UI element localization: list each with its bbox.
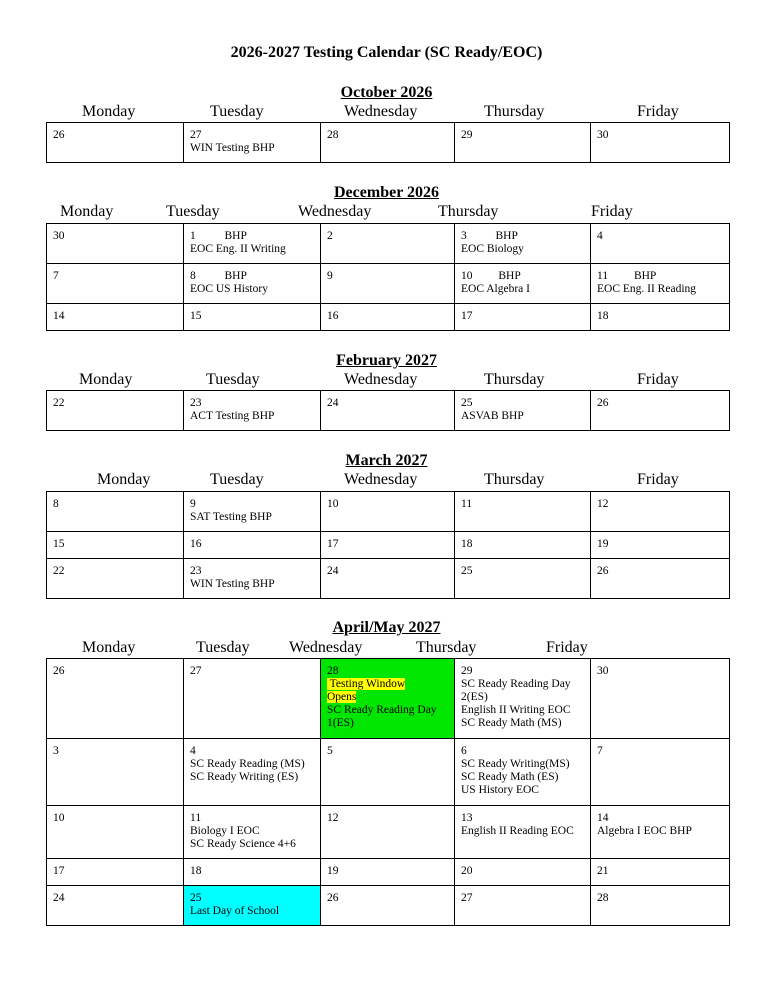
day-number: 16 — [190, 538, 202, 550]
day-number: 28 — [327, 665, 339, 677]
day-header: Thursday — [438, 203, 499, 220]
day-cell — [321, 559, 455, 599]
event-text: US History EOC — [461, 784, 539, 796]
day-number: 26 — [53, 665, 65, 677]
day-cell — [321, 304, 455, 331]
day-number: 20 — [461, 865, 473, 877]
day-number: 4 — [597, 230, 603, 242]
day-cell — [47, 123, 184, 163]
day-number: 3 BHP — [461, 230, 518, 242]
month-title: October 2026 — [340, 84, 433, 101]
day-number: 17 — [461, 310, 473, 322]
day-header: Friday — [591, 203, 633, 220]
day-number: 27 — [461, 892, 473, 904]
event-text: EOC Biology — [461, 243, 524, 255]
week-row — [47, 532, 730, 559]
week-row — [47, 859, 730, 886]
day-number: 29 — [461, 665, 473, 677]
day-header: Monday — [97, 471, 151, 488]
day-number: 30 — [53, 230, 65, 242]
event-text: EOC US History — [190, 283, 268, 295]
event-text: SC Ready Reading (MS) — [190, 758, 305, 770]
day-cell — [591, 806, 730, 859]
day-number: 27 — [190, 665, 202, 677]
month-title: March 2027 — [345, 452, 428, 469]
event-text: SC Ready Reading Day 1(ES) — [327, 704, 437, 729]
day-number: 24 — [53, 892, 65, 904]
day-cell — [184, 659, 321, 739]
day-cell — [184, 859, 321, 886]
day-cell — [321, 739, 455, 806]
day-number: 22 — [53, 397, 65, 409]
event-text: SC Ready Writing(MS) — [461, 758, 570, 770]
month-grid — [46, 491, 730, 599]
day-cell — [591, 224, 730, 264]
day-cell — [591, 739, 730, 806]
event-text: WIN Testing BHP — [190, 142, 275, 154]
event-text: EOC Algebra I — [461, 283, 530, 295]
day-header: Thursday — [484, 371, 545, 388]
day-cell — [47, 492, 184, 532]
day-cell — [455, 224, 591, 264]
day-number: 19 — [327, 865, 339, 877]
day-cell — [455, 859, 591, 886]
day-cell — [591, 391, 730, 431]
day-cell — [321, 806, 455, 859]
day-header: Thursday — [484, 471, 545, 488]
day-number: 15 — [190, 310, 202, 322]
day-number: 2 — [327, 230, 333, 242]
day-number: 26 — [597, 397, 609, 409]
day-cell — [184, 123, 321, 163]
day-cell — [455, 532, 591, 559]
week-row — [47, 559, 730, 599]
day-cell — [184, 224, 321, 264]
week-row — [47, 806, 730, 859]
day-cell — [455, 264, 591, 304]
day-header: Monday — [82, 103, 136, 120]
week-row — [47, 886, 730, 926]
day-cell — [591, 859, 730, 886]
day-number: 11 BHP — [597, 270, 657, 282]
day-number: 14 — [597, 812, 609, 824]
day-number: 14 — [53, 310, 65, 322]
event-text: SC Ready Reading Day 2(ES) — [461, 678, 571, 703]
week-row — [47, 224, 730, 264]
day-header: Friday — [546, 639, 588, 656]
day-number: 24 — [327, 565, 339, 577]
week-row — [47, 659, 730, 739]
day-number: 9 — [190, 498, 196, 510]
day-number: 18 — [190, 865, 202, 877]
day-number: 13 — [461, 812, 473, 824]
day-cell — [184, 739, 321, 806]
day-cell — [47, 739, 184, 806]
day-cell — [455, 391, 591, 431]
day-number: 7 — [53, 270, 59, 282]
day-cell — [184, 264, 321, 304]
month-grid — [46, 223, 730, 331]
day-header: Thursday — [416, 639, 477, 656]
week-row — [47, 391, 730, 431]
week-row — [47, 492, 730, 532]
day-cell — [321, 659, 455, 739]
day-cell — [321, 492, 455, 532]
event-text: Algebra I EOC BHP — [597, 825, 692, 837]
day-cell — [321, 264, 455, 304]
day-cell — [455, 123, 591, 163]
day-header: Wednesday — [344, 371, 418, 388]
day-cell — [47, 304, 184, 331]
day-cell — [184, 391, 321, 431]
day-cell — [47, 559, 184, 599]
day-number: 9 — [327, 270, 333, 282]
day-header: Wednesday — [289, 639, 363, 656]
month-grid — [46, 122, 730, 163]
day-number: 12 — [327, 812, 339, 824]
day-cell — [591, 492, 730, 532]
day-cell — [591, 532, 730, 559]
event-text: English II Reading EOC — [461, 825, 574, 837]
event-text: SC Ready Science 4+6 — [190, 838, 296, 850]
event-text: EOC Eng. II Writing — [190, 243, 286, 255]
day-number: 23 — [190, 397, 202, 409]
day-number: 8 BHP — [190, 270, 247, 282]
month-title: December 2026 — [334, 184, 439, 201]
day-number: 3 — [53, 745, 59, 757]
event-text: ASVAB BHP — [461, 410, 524, 422]
day-number: 27 — [190, 129, 202, 141]
month-grid — [46, 390, 730, 431]
day-cell — [184, 492, 321, 532]
day-cell — [591, 559, 730, 599]
day-header: Monday — [60, 203, 114, 220]
day-number: 5 — [327, 745, 333, 757]
event-text: Biology I EOC — [190, 825, 260, 837]
day-number: 21 — [597, 865, 609, 877]
day-header: Monday — [79, 371, 133, 388]
day-cell — [321, 123, 455, 163]
day-header: Friday — [637, 471, 679, 488]
day-cell — [455, 559, 591, 599]
day-number: 18 — [461, 538, 473, 550]
day-cell — [47, 224, 184, 264]
day-cell — [455, 492, 591, 532]
day-cell — [321, 886, 455, 926]
day-number: 17 — [327, 538, 339, 550]
day-cell — [47, 659, 184, 739]
day-cell — [321, 859, 455, 886]
day-cell — [184, 806, 321, 859]
day-number: 26 — [53, 129, 65, 141]
week-row — [47, 264, 730, 304]
day-cell — [591, 304, 730, 331]
day-cell — [47, 859, 184, 886]
day-number: 8 — [53, 498, 59, 510]
highlighted-event-text: Opens — [327, 691, 357, 703]
event-text: Last Day of School — [190, 905, 280, 917]
event-text: SC Ready Math (MS) — [461, 717, 562, 729]
day-number: 23 — [190, 565, 202, 577]
day-header: Monday — [82, 639, 136, 656]
day-number: 17 — [53, 865, 65, 877]
day-number: 15 — [53, 538, 65, 550]
day-header: Tuesday — [210, 103, 264, 120]
day-number: 12 — [597, 498, 609, 510]
month-grid — [46, 658, 730, 926]
day-cell — [47, 391, 184, 431]
day-number: 25 — [461, 565, 473, 577]
day-number: 18 — [597, 310, 609, 322]
day-cell — [591, 886, 730, 926]
day-number: 4 — [190, 745, 196, 757]
event-text: English II Writing EOC — [461, 704, 571, 716]
day-header: Wednesday — [344, 471, 418, 488]
day-cell — [47, 264, 184, 304]
day-number: 28 — [327, 129, 339, 141]
day-cell — [184, 532, 321, 559]
day-number: 11 — [461, 498, 473, 510]
month-title: April/May 2027 — [332, 619, 441, 636]
day-header: Tuesday — [196, 639, 250, 656]
day-number: 11 — [190, 812, 202, 824]
day-number: 1 BHP — [190, 230, 247, 242]
day-number: 25 — [190, 892, 202, 904]
day-number: 10 — [327, 498, 339, 510]
event-text: ACT Testing BHP — [190, 410, 275, 422]
day-cell — [184, 886, 321, 926]
day-cell — [591, 264, 730, 304]
day-cell — [47, 806, 184, 859]
day-cell — [455, 304, 591, 331]
day-header: Friday — [637, 371, 679, 388]
day-number: 30 — [597, 665, 609, 677]
day-number: 16 — [327, 310, 339, 322]
week-row — [47, 304, 730, 331]
day-header: Wednesday — [344, 103, 418, 120]
event-text: WIN Testing BHP — [190, 578, 275, 590]
event-text: EOC Eng. II Reading — [597, 283, 697, 295]
day-number: 7 — [597, 745, 603, 757]
day-number: 22 — [53, 565, 65, 577]
day-cell — [184, 559, 321, 599]
day-number: 26 — [597, 565, 609, 577]
day-cell — [455, 806, 591, 859]
day-header: Thursday — [484, 103, 545, 120]
day-header: Tuesday — [210, 471, 264, 488]
day-cell — [47, 886, 184, 926]
day-number: 28 — [597, 892, 609, 904]
highlighted-event-text: Testing Window — [327, 678, 406, 690]
day-number: 29 — [461, 129, 473, 141]
week-row — [47, 739, 730, 806]
day-cell — [321, 224, 455, 264]
day-cell — [321, 391, 455, 431]
day-cell — [184, 304, 321, 331]
event-text: SC Ready Writing (ES) — [190, 771, 299, 783]
day-cell — [455, 659, 591, 739]
day-header: Tuesday — [166, 203, 220, 220]
day-header: Friday — [637, 103, 679, 120]
day-number: 10 BHP — [461, 270, 521, 282]
day-number: 10 — [53, 812, 65, 824]
day-cell — [47, 532, 184, 559]
day-number: 19 — [597, 538, 609, 550]
event-text: SAT Testing BHP — [190, 511, 272, 523]
day-number: 6 — [461, 745, 467, 757]
day-number: 25 — [461, 397, 473, 409]
event-text: SC Ready Math (ES) — [461, 771, 559, 783]
day-number: 24 — [327, 397, 339, 409]
day-cell — [591, 123, 730, 163]
day-cell — [591, 659, 730, 739]
day-header: Tuesday — [206, 371, 260, 388]
day-cell — [455, 886, 591, 926]
day-cell — [321, 532, 455, 559]
day-number: 26 — [327, 892, 339, 904]
month-title: February 2027 — [336, 352, 437, 369]
day-number: 30 — [597, 129, 609, 141]
document-title: 2026-2027 Testing Calendar (SC Ready/EOC) — [230, 44, 543, 61]
day-header: Wednesday — [298, 203, 372, 220]
day-cell — [455, 739, 591, 806]
week-row — [47, 123, 730, 163]
